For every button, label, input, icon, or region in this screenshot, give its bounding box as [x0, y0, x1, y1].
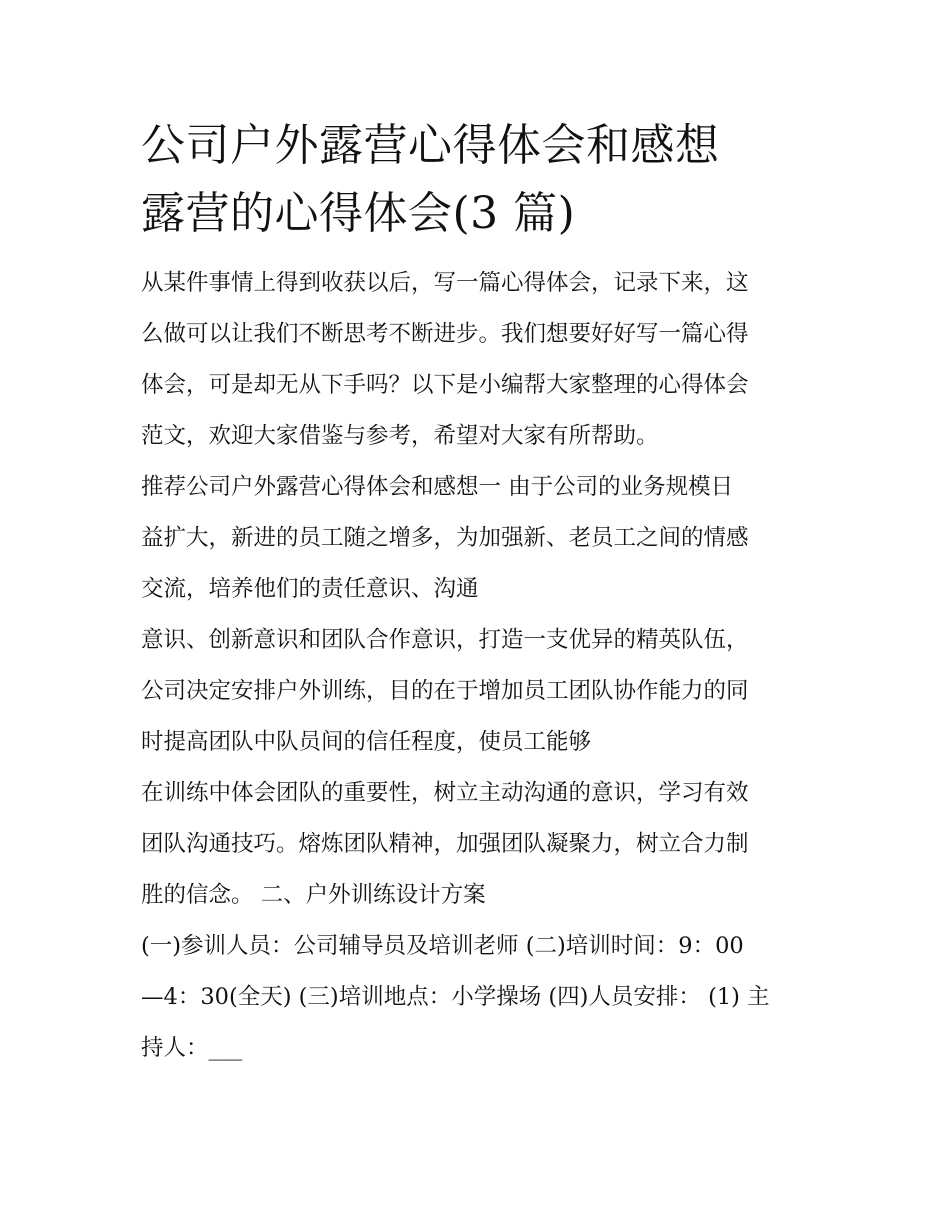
text-line: 团队沟通技巧。熔炼团队精神，加强团队凝聚力，树立合力制	[141, 831, 749, 857]
title-line: 露营的心得体会(3 篇)	[141, 188, 576, 239]
title-line: 公司户外露营心得体会和感想	[141, 120, 720, 171]
text-line: 意识、创新意识和团队合作意识，打造一支优异的精英队伍，	[141, 627, 749, 653]
paragraph-background	[141, 462, 821, 615]
text-line: 胜的信念。 二、户外训练设计方案	[141, 882, 486, 908]
text-line: 么做可以让我们不断思考不断进步。我们想要好好写一篇心得	[141, 321, 749, 347]
text-line: 推荐公司户外露营心得体会和感想一 由于公司的业务规模日	[141, 474, 734, 500]
paragraph-purpose	[141, 615, 821, 768]
text-line: —4：30(全天) (三)培训地点：小学操场 (四)人员安排： (1) 主	[141, 984, 770, 1010]
text-line: 持人：___	[141, 1035, 243, 1061]
text-line: 时提高团队中队员间的信任程度，使员工能够	[141, 729, 592, 755]
text-line: (一)参训人员：公司辅导员及培训老师 (二)培训时间：9：00	[141, 933, 744, 959]
paragraph-goals	[141, 768, 821, 921]
text-line: 在训练中体会团队的重要性，树立主动沟通的意识，学习有效	[141, 780, 749, 806]
text-line: 范文，欢迎大家借鉴与参考，希望对大家有所帮助。	[141, 423, 659, 449]
text-line: 益扩大，新进的员工随之增多，为加强新、老员工之间的情感	[141, 525, 749, 551]
paragraph-intro	[141, 258, 821, 462]
text-line: 交流，培养他们的责任意识、沟通	[141, 576, 479, 602]
text-line: 体会，可是却无从下手吗？以下是小编帮大家整理的心得体会	[141, 372, 749, 398]
document-title	[141, 112, 821, 248]
document-page	[141, 112, 821, 1074]
text-line: 公司决定安排户外训练，目的在于增加员工团队协作能力的同	[141, 678, 749, 704]
paragraph-plan-details	[141, 921, 821, 1074]
text-line: 从某件事情上得到收获以后，写一篇心得体会，记录下来，这	[141, 270, 749, 296]
